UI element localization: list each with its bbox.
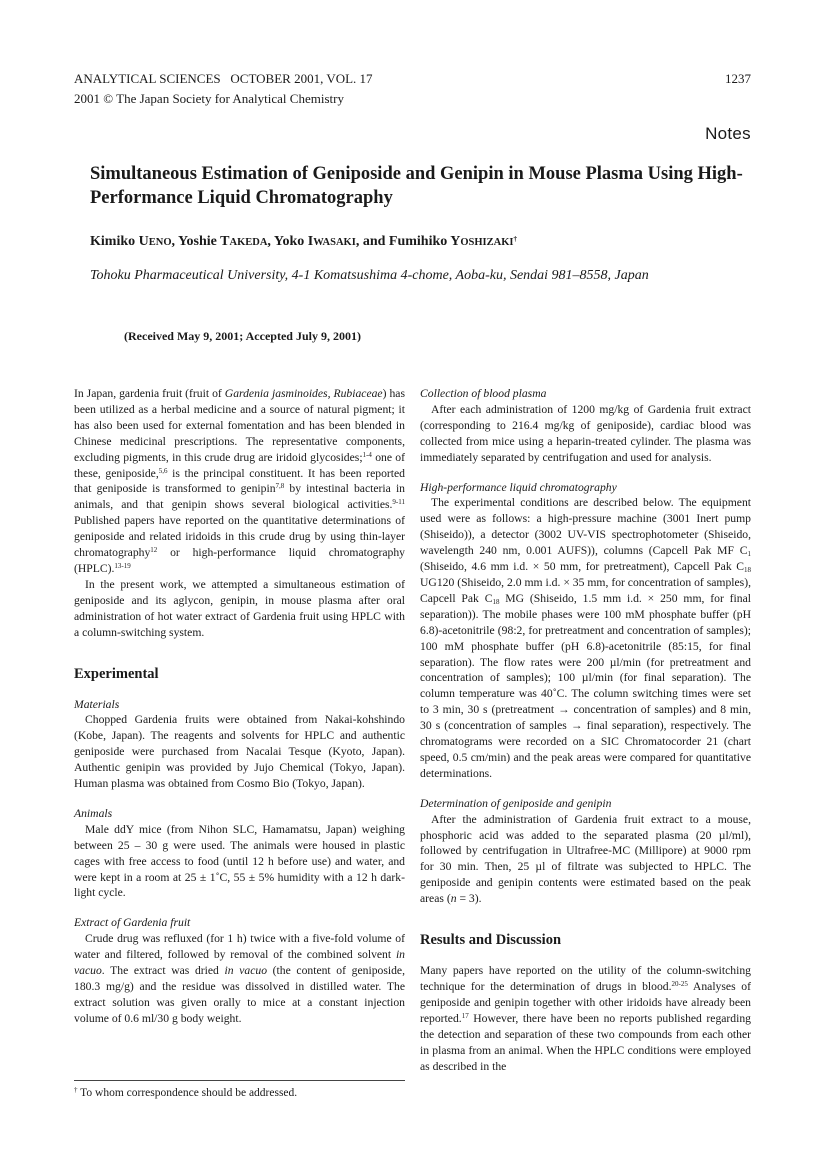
left-column [74,386,405,1027]
author-list [90,234,517,250]
author-1: Kimiko UENO, [90,234,178,249]
determination-heading: Determination of geniposide and genipin [420,796,612,810]
extract-heading: Extract of Gardenia fruit [74,916,191,930]
journal-header: ANALYTICAL SCIENCES OCTOBER 2001, VOL. 17 [74,71,373,86]
footnote: † To whom correspondence should be addressed. [74,1086,298,1099]
author-3: Yoko IWASAKI, and [273,234,389,249]
footnote-divider [74,1080,405,1081]
hplc-heading: High-performance liquid chromatography [420,480,617,494]
hplc-text: The experimental conditions are described below. The equipment used were as follows: a high-pressure machine (3001 Inert pump (Shiseido)), a detector (3002 UV-VIS spectrophotometer (Shiseido, wavelength 240 nm, 0.001 AUFS)), columns (Capcell Pak MF $C_1$ (Shiseido, 4.6 mm i.d. × 50 mm, for pretreatment), Capcell Pak $C_{18}$ UG120 (Shiseido, 2.0 mm i.d. × 35 mm, for concentration of samples), Capcell Pak $C_{18}$ MG (Shiseido, 1.5 mm i.d. × 250 mm, for final separation)). The mobile phases were 100 mM phosphate buffer (pH 6.8)-acetonitrile (98:2, for pretreatment and concentration of samples); 100 mM phosphate buffer (pH 6.8)-acetonitrile (85:15, for final separation). The flow rates were 200 µl/min (for pretreatment and concentration of samples); 100 µl/min (for final separation). The column temperature was 40˚C. The column switching times were set to 3 min, 30 s (pretreatment → concentration of samples) and 8 min, 30 s (concentration of samples → final separation), respectively. The chromatograms were recorded on a SIC Chromatocorder 21 (chart speed, 0.5 cm/min) and the peak areas were compared for quantitative determinations. [420,496,751,780]
received-dates: (Received May 9, 2001; Accepted July 9, 2001) [124,329,361,343]
intro-paragraph-2: In the present work, we attempted a simultaneous estimation of geniposide and its aglycon, genipin, in mouse plasma after oral administration of hot water extract of Gardenia fruit using HPLC with a column-switching system. [74,577,405,639]
extract-text: Crude drug was refluxed (for 1 h) twice with a five-fold volume of water and filtered, followed by removal of the combined solvent in vacuo. The extract was dried in vacuo (the content of geniposide, 180.3 mg/g) and the residue was dissolved in distilled water. The extract solution was given orally to mice at a constant injection volume of 0.6 ml/30 g body weight. [74,932,405,1025]
materials-heading: Materials [74,697,120,711]
page-number: 1237 [725,71,751,86]
animals-text: Male ddY mice (from Nihon SLC, Hamamatsu, Japan) weighing between 25 – 30 g were used. The animals were housed in plastic cages with free access to food (until 12 h before use) and water, and were kept in a room at 25 ± 1˚C, 55 ± 5% humidity with a 12 h dark-light cycle. [74,822,405,900]
collection-text: After each administration of 1200 mg/kg of Gardenia fruit extract (corresponding to 216.4 mg/kg of geniposide), cardiac blood was collected from mice using a heparin-treated cylinder. The plasma was immediately separated by centrifugation and used for analysis. [420,402,751,464]
author-4: Fumihiko YOSHIZAKI† [388,234,517,249]
affiliation: Tohoku Pharmaceutical University, 4-1 Komatsushima 4-chome, Aoba-ku, Sendai 981–8558, Japan [90,268,649,283]
determination-text: After the administration of Gardenia fruit extract to a mouse, phosphoric acid was added to the separated plasma (20 µl/ml), followed by centrifugation in Ultrafree-MC (Millipore) at 9000 rpm for 30 min. Then, 25 µl of filtrate was subjected to HPLC. The geniposide and genipin contents were estimated based on the peak areas (n = 3). [420,812,751,906]
right-column [420,386,751,1074]
experimental-heading: Experimental [74,665,159,682]
copyright-line: 2001 © The Japan Society for Analytical Chemistry [74,91,344,106]
animals-heading: Animals [74,806,113,820]
intro-paragraph-1: In Japan, gardenia fruit (fruit of Gardenia jasminoides, Rubiaceae) has been utilized as a herbal medicine and a source of natural pigment; it has also been used for external fomentation and has been blended in Chinese medicinal prescriptions. The representative components, excluding pigments, in this crude drug are iridoid glycosides;$^{1-4}$ one of these, geniposide,$^{5,6}$ is the principal constituent. It has been reported that geniposide is transformed to genipin$^{7,8}$ by intestinal bacteria in animals, and that genipin shows several biological activities.$^{9-11}$ Published papers have reported on the quantitative determinations of geniposide and related iridoids in this crude drug by using thin-layer chromatography$^{12}$ or high-performance liquid chromatography (HPLC).$^{13-19}$ [74,387,406,575]
collection-heading: Collection of blood plasma [420,387,547,400]
author-2: Yoshie TAKEDA, [178,234,274,249]
section-label: Notes [705,124,751,143]
materials-text: Chopped Gardenia fruits were obtained from Nakai-kohshindo (Kobe, Japan). The reagents and solvents for HPLC and authentic geniposide were purchased from Nacalai Tesque (Kyoto, Japan). Authentic genipin was provided by Jujo Chemical (Tokyo, Japan). Human plasma was obtained from Cosmo Bio (Tokyo, Japan). [74,713,405,791]
article-title: Simultaneous Estimation of Geniposide and Genipin in Mouse Plasma Using High-Performance Liquid Chromatography [90,164,743,208]
results-text: Many papers have reported on the utility of the column-switching technique for the determination of drugs in blood.$^{20-25}$ Analyses of geniposide and genipin together with other iridoids have already been reported.$^{17}$ However, there have been no reports published regarding the detection and separation of these two compounds from each other in plasma from an animal. When the HPLC conditions were employed as described in the [420,964,751,1073]
results-heading: Results and Discussion [420,932,562,949]
